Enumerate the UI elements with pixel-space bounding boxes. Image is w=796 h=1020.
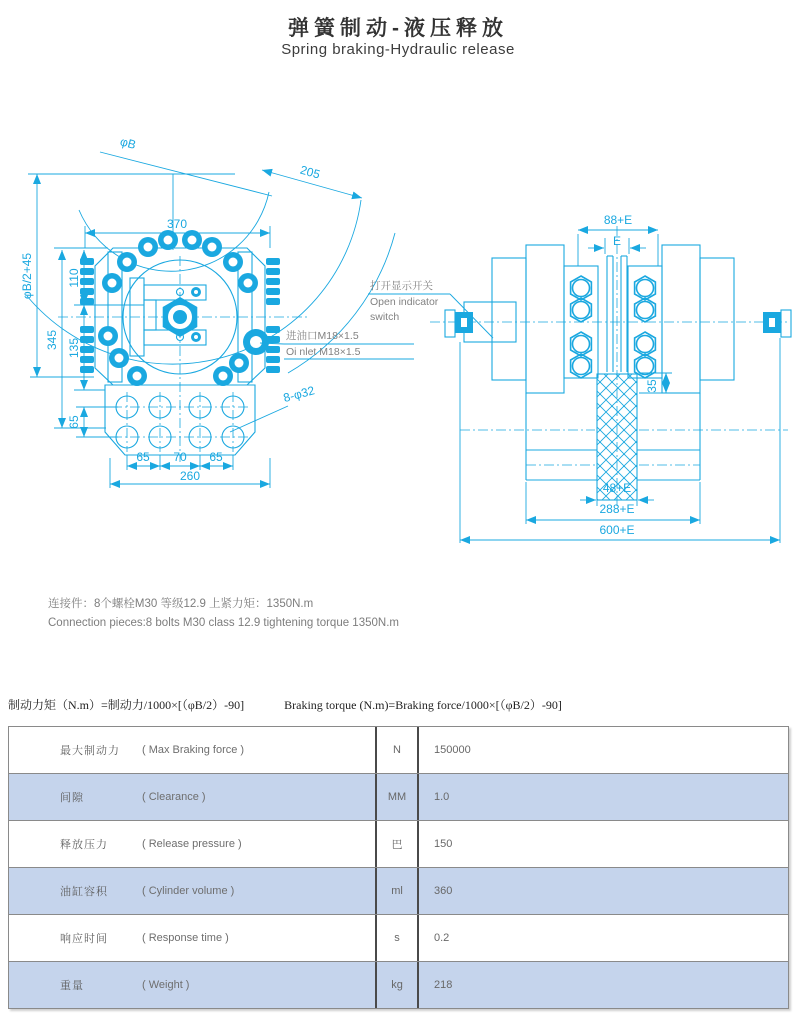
spec-name-zh: 最大制动力 <box>60 745 120 757</box>
page-title-en: Spring braking-Hydraulic release <box>281 41 515 58</box>
oil-inlet-label-en: Oi nlet M18×1.5 <box>286 346 361 358</box>
dim-holes-8-phi32: 8-φ32 <box>281 383 317 406</box>
dim-600e: 600+E <box>599 523 635 537</box>
table-row <box>9 868 788 915</box>
dimensions <box>368 230 780 543</box>
dim-phi-b: φB <box>118 134 138 152</box>
formula-en: Braking torque (N.m)=Braking force/1000×[（φB/2）-90] <box>284 698 562 712</box>
spec-value: 1.0 <box>434 791 450 803</box>
dim-288e: 288+E <box>599 502 635 516</box>
dim-70: 70 <box>173 450 187 464</box>
spec-name <box>9 868 375 914</box>
spec-unit: N <box>375 727 419 773</box>
connection-note-zh: 连接件：8个螺栓M30 等级12.9 上紧力矩：1350N.m <box>48 598 314 610</box>
open-indicator-switch-label-zh: 打开显示开关 <box>370 280 433 292</box>
spec-name <box>9 774 375 820</box>
dim-260: 260 <box>179 469 201 483</box>
spec-name-en: ( Max Braking force ) <box>142 744 245 756</box>
dim-phib2-45: φB/2+45 <box>20 252 34 300</box>
formula-zh: 制动力矩（N.m）=制动力/1000×[（φB/2）-90] <box>8 698 245 712</box>
dim-110: 110 <box>67 268 81 288</box>
oil-inlet-label-zh: 进油口M18×1.5 <box>286 330 359 342</box>
spec-name-en: ( Release pressure ) <box>142 838 242 850</box>
spec-value: 150000 <box>434 744 471 756</box>
right-view-drawing <box>360 190 796 546</box>
spec-unit: 巴 <box>375 821 419 867</box>
dim-88e: 88+E <box>603 213 633 227</box>
page-title-zh: 弹簧制动-液压释放 <box>288 17 508 40</box>
open-indicator-switch-label-en1: Open indicator <box>370 296 439 308</box>
spec-unit: s <box>375 915 419 961</box>
spec-value: 218 <box>434 979 453 991</box>
spec-name <box>9 962 375 1008</box>
spec-name-zh: 油缸容积 <box>60 886 108 898</box>
open-indicator-switch-label-en2: switch <box>370 311 400 323</box>
spec-name <box>9 915 375 961</box>
braking-torque-formula <box>8 696 562 713</box>
spec-unit: kg <box>375 962 419 1008</box>
indicator-switch <box>445 294 791 342</box>
dim-65-b: 65 <box>209 450 223 464</box>
dim-135: 135 <box>67 337 81 359</box>
spec-name-en: ( Response time ) <box>142 932 229 944</box>
spec-name-zh: 响应时间 <box>60 933 108 945</box>
dim-205: 205 <box>298 162 322 182</box>
spec-unit: MM <box>375 774 419 820</box>
table-row <box>9 962 788 1008</box>
spec-name-en: ( Weight ) <box>142 979 190 991</box>
dim-345: 345 <box>45 329 59 351</box>
table-row <box>9 774 788 821</box>
housing <box>492 245 734 393</box>
spec-name-zh: 间隙 <box>60 792 84 804</box>
dim-e: E <box>612 234 622 248</box>
dim-48e: 48+E <box>602 481 632 495</box>
spec-name <box>9 727 375 773</box>
dim-35: 35 <box>645 379 659 393</box>
spec-table <box>8 726 789 1009</box>
spec-value: 360 <box>434 885 453 897</box>
dim-370: 370 <box>166 217 188 231</box>
spec-name-zh: 重量 <box>60 980 84 992</box>
spec-unit: ml <box>375 868 419 914</box>
table-row <box>9 821 788 868</box>
spec-name-zh: 释放压力 <box>60 839 108 851</box>
table-row <box>9 915 788 962</box>
spec-name-en: ( Cylinder volume ) <box>142 885 235 897</box>
spec-name-en: ( Clearance ) <box>142 791 206 803</box>
table-row <box>9 727 788 774</box>
spec-name <box>9 821 375 867</box>
connection-note <box>48 595 399 633</box>
connection-note-en: Connection pieces:8 bolts M30 class 12.9 tightening torque 1350N.m <box>48 617 399 629</box>
spec-value: 0.2 <box>434 932 450 944</box>
spec-value: 150 <box>434 838 453 850</box>
dim-65-vertical: 65 <box>67 415 81 429</box>
dim-65-a: 65 <box>136 450 150 464</box>
